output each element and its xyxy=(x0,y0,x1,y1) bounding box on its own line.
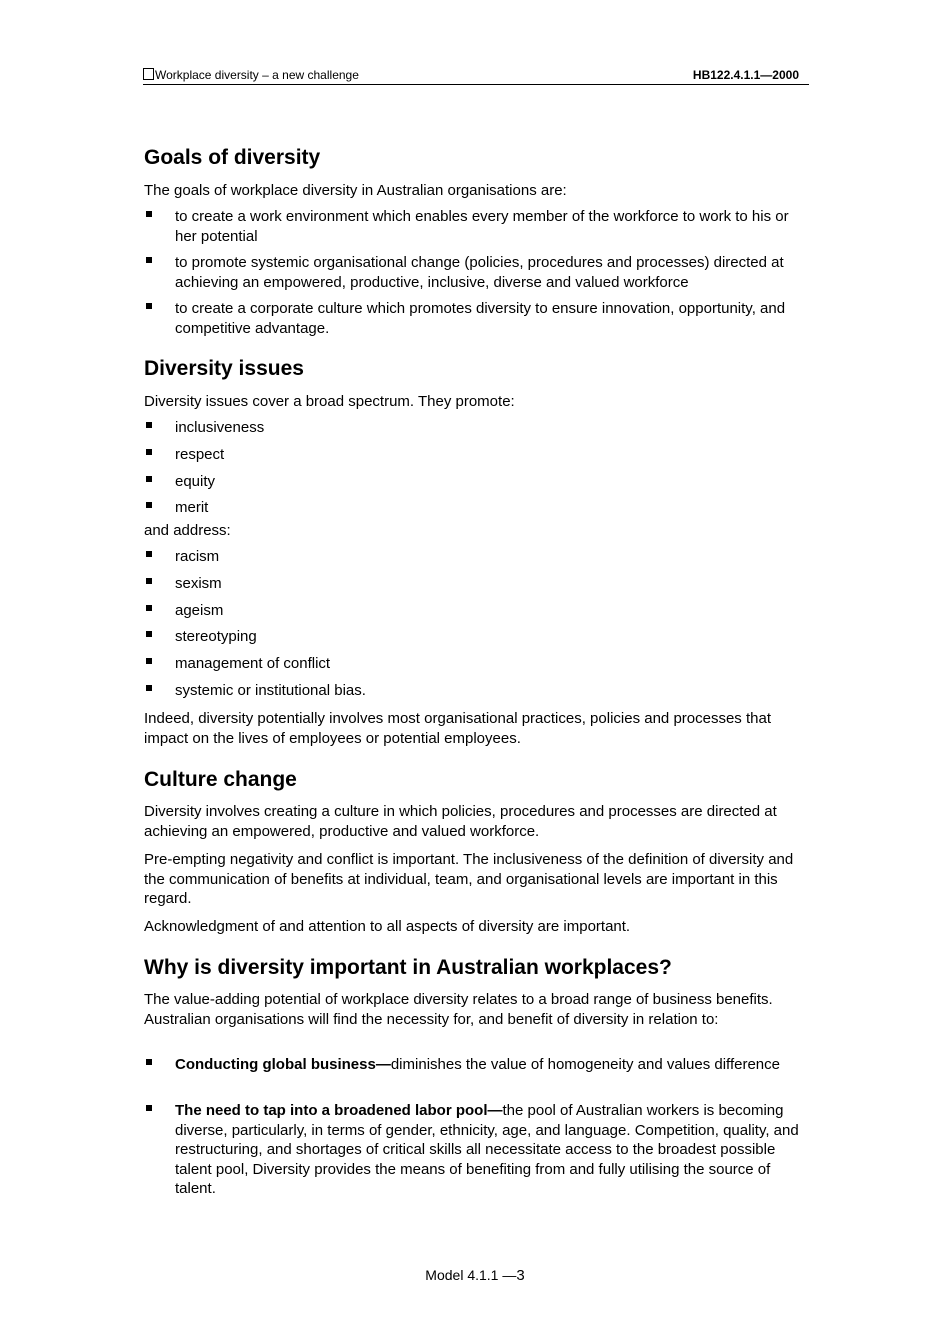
list-item: to create a corporate culture which promotes diversity to ensure innovation, opportunity, and competitive advantage. xyxy=(144,299,812,338)
bullet-square-icon xyxy=(146,605,152,611)
page-number: 3 xyxy=(516,1267,525,1284)
bullet-square-icon xyxy=(146,631,152,637)
item-text: diminishes the value of homogeneity and values difference xyxy=(390,1056,780,1073)
heading-goals: Goals of diversity xyxy=(144,146,321,169)
issues-closing: Indeed, diversity potentially involves most organisational practices, policies and processes that impact on the lives of employees or potential employees. xyxy=(144,710,771,747)
heading-culture: Culture change xyxy=(144,768,297,791)
bullet-square-icon xyxy=(146,685,152,691)
why-intro: The value-adding potential of workplace diversity relates to a broad range of business benefits. Australian organisations will find the necessity for, and benefit of diversity in relation to: xyxy=(144,991,773,1028)
footer-label: Model 4.1.1 — xyxy=(425,1267,517,1283)
list-item: equity xyxy=(144,472,812,492)
culture-paragraph: Pre-empting negativity and conflict is important. The inclusiveness of the definition of diversity and the communication of benefits at individual, team, and organisational levels are important in this regard. xyxy=(144,851,794,907)
bullet-square-icon xyxy=(146,303,152,309)
bullet-square-icon xyxy=(146,1059,152,1065)
list-item xyxy=(144,1101,812,1199)
header-title-text: Workplace diversity – a new challenge xyxy=(155,68,359,82)
heading-issues: Diversity issues xyxy=(144,357,304,380)
culture-paragraph: Diversity involves creating a culture in which policies, procedures and processes are directed at achieving an empowered, productive and valued workforce. xyxy=(144,803,777,840)
header-code: HB122.4.1.1—2000 xyxy=(692,68,799,82)
list-item: management of conflict xyxy=(144,654,812,674)
list-item: sexism xyxy=(144,574,812,594)
bullet-square-icon xyxy=(146,422,152,428)
heading-why: Why is diversity important in Australian workplaces? xyxy=(144,956,672,979)
list-item: merit xyxy=(144,498,812,518)
item-lead: Conducting global business— xyxy=(175,1056,391,1073)
item-text: the pool of Australian workers is becoming diverse, particularly, in terms of gender, ethnicity, age, and language. Competition, quality, and restructuring, and shortages of critical skills all necessitate access to the broadest possible talent pool, Diversity provides the means of benefiting from and fully utilising the source of talent. xyxy=(175,1102,799,1197)
bullet-square-icon xyxy=(146,257,152,263)
bullet-square-icon xyxy=(146,551,152,557)
list-item: ageism xyxy=(144,601,812,621)
bullet-square-icon xyxy=(146,578,152,584)
bullet-square-icon xyxy=(146,658,152,664)
list-item: racism xyxy=(144,547,812,567)
culture-paragraph: Acknowledgment of and attention to all aspects of diversity are important. xyxy=(144,918,631,935)
list-item: to promote systemic organisational change (policies, procedures and processes) directed at achieving an empowered, productive, inclusive, diverse and valued workforce xyxy=(144,253,812,292)
running-header xyxy=(143,66,809,85)
checkbox-glyph-icon xyxy=(143,68,154,80)
goals-intro: The goals of workplace diversity in Australian organisations are: xyxy=(144,182,567,199)
address-intro: and address: xyxy=(144,522,231,539)
list-item: inclusiveness xyxy=(144,418,812,438)
page-footer xyxy=(0,1267,950,1284)
bullet-square-icon xyxy=(146,211,152,217)
bullet-square-icon xyxy=(146,1105,152,1111)
list-item: stereotyping xyxy=(144,627,812,647)
bullet-square-icon xyxy=(146,502,152,508)
list-item xyxy=(144,1055,812,1075)
bullet-square-icon xyxy=(146,449,152,455)
list-item: systemic or institutional bias. xyxy=(144,681,812,701)
list-item: respect xyxy=(144,445,812,465)
bullet-square-icon xyxy=(146,476,152,482)
issues-intro: Diversity issues cover a broad spectrum. They promote: xyxy=(144,393,515,410)
item-lead: The need to tap into a broadened labor pool— xyxy=(175,1102,503,1119)
list-item: to create a work environment which enables every member of the workforce to work to his or her potential xyxy=(144,207,812,246)
header-title xyxy=(143,68,359,82)
